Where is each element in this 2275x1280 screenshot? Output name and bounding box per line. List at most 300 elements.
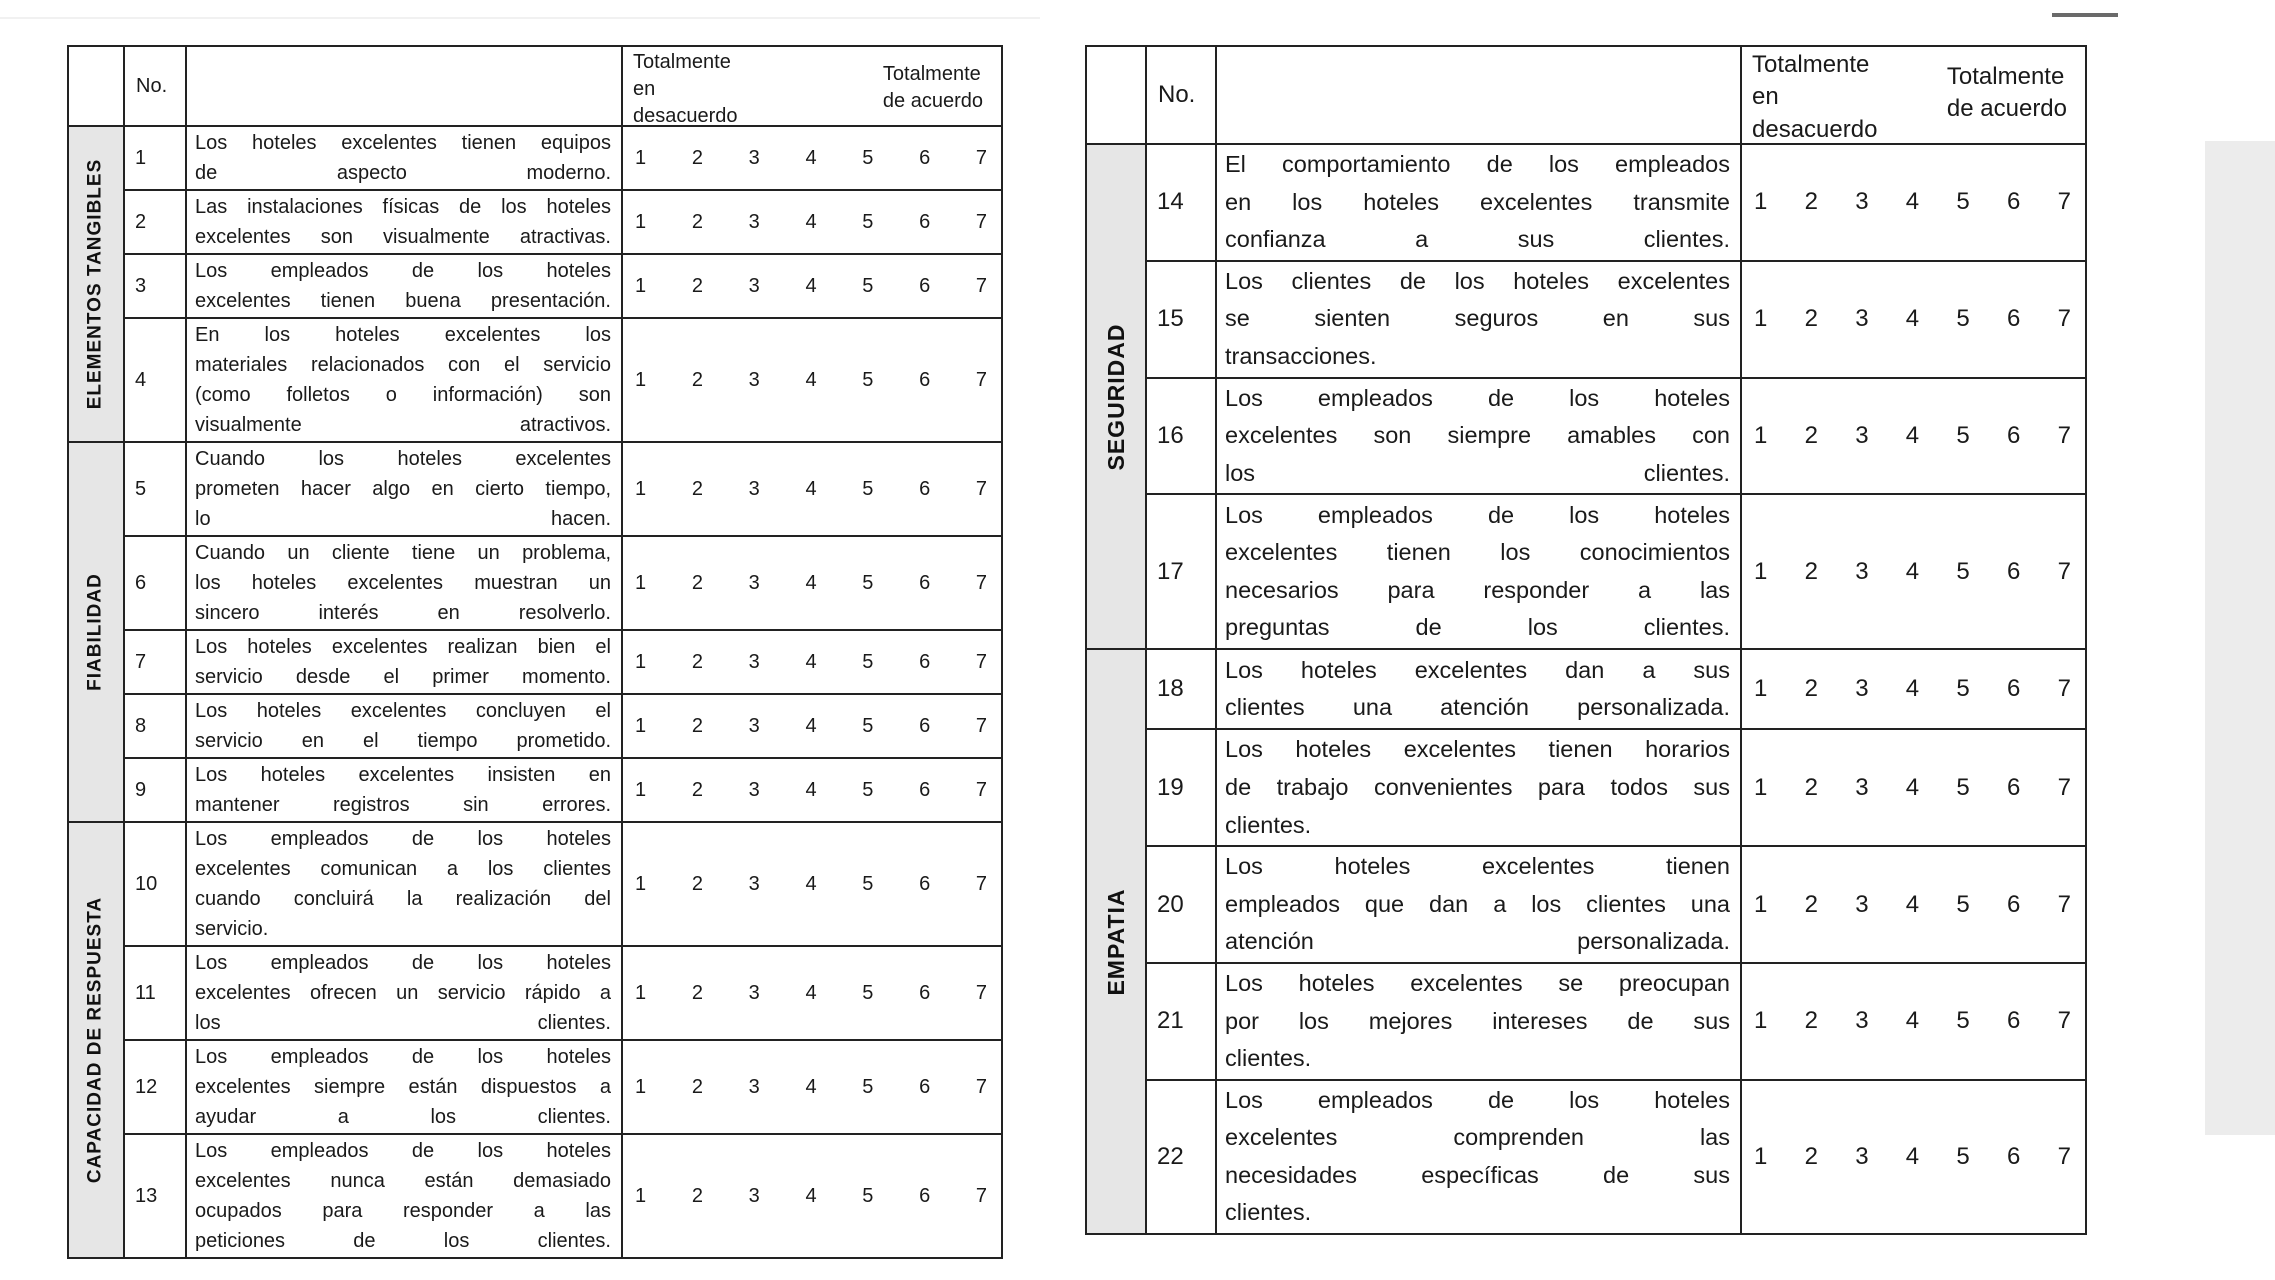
scale-option-5: 5 xyxy=(862,1184,874,1207)
scale-option-4: 4 xyxy=(805,274,817,297)
dimension-label: FIABILIDAD xyxy=(84,573,106,691)
likert-scale-cell xyxy=(622,442,1002,536)
scale-option-2: 2 xyxy=(691,650,703,673)
header-row xyxy=(68,46,1002,126)
scale-option-7: 7 xyxy=(975,146,987,169)
survey-table-left-body xyxy=(68,46,1002,1258)
scale-option-4: 4 xyxy=(805,872,817,895)
scale-option-5: 5 xyxy=(862,368,874,391)
likert-scale xyxy=(1742,417,2085,455)
scale-option-4: 4 xyxy=(805,477,817,500)
scale-option-3: 3 xyxy=(748,650,760,673)
scale-option-7: 7 xyxy=(975,210,987,233)
item-statement-line: confianza a sus clientes. xyxy=(1225,226,1730,253)
scale-option-3: 3 xyxy=(748,778,760,801)
item-statement-line: los clientes. xyxy=(195,1012,611,1034)
scale-option-4: 4 xyxy=(1905,188,1920,216)
item-statement xyxy=(186,758,622,822)
item-statement xyxy=(1216,1080,1741,1234)
number-header: No. xyxy=(124,46,186,126)
table-row xyxy=(68,254,1002,318)
scale-option-6: 6 xyxy=(919,274,931,297)
scale-option-4: 4 xyxy=(1905,675,1920,703)
scale-option-2: 2 xyxy=(691,274,703,297)
item-number: 6 xyxy=(124,536,186,630)
item-statement-line: Los hoteles excelentes realizan bien el xyxy=(195,636,611,658)
scale-option-5: 5 xyxy=(1956,557,1970,585)
item-statement-line: excelentes comunican a los clientes xyxy=(195,858,611,880)
item-statement-line: materiales relacionados con el servicio xyxy=(195,354,611,376)
scale-option-5: 5 xyxy=(862,274,874,297)
scale-option-4: 4 xyxy=(805,210,817,233)
likert-scale xyxy=(1742,1138,2085,1176)
scale-left-anchor-line: desacuerdo xyxy=(633,105,738,127)
item-statement-line: servicio desde el primer momento. xyxy=(195,666,611,688)
scale-option-7: 7 xyxy=(2057,557,2071,585)
scale-option-4: 4 xyxy=(805,368,817,391)
table-row xyxy=(68,536,1002,630)
scale-option-5: 5 xyxy=(1956,773,1970,801)
item-statement-line: los hoteles excelentes muestran un xyxy=(195,572,611,594)
item-statement xyxy=(1216,963,1741,1080)
likert-scale xyxy=(623,869,1001,899)
likert-scale-cell xyxy=(622,190,1002,254)
scale-option-5: 5 xyxy=(862,650,874,673)
scale-option-7: 7 xyxy=(975,1075,987,1098)
survey-table-right-body xyxy=(1086,46,2086,1234)
scale-option-4: 4 xyxy=(1905,557,1920,585)
scale-left-anchor-line: Totalmente xyxy=(633,51,731,73)
likert-scale xyxy=(1742,886,2085,924)
likert-scale-cell xyxy=(622,758,1002,822)
scale-option-7: 7 xyxy=(975,778,987,801)
scale-option-5: 5 xyxy=(1956,675,1970,703)
scale-option-5: 5 xyxy=(862,571,874,594)
item-statement xyxy=(186,946,622,1040)
item-number: 19 xyxy=(1146,729,1216,846)
scale-option-7: 7 xyxy=(2057,675,2071,703)
top-divider-line xyxy=(0,17,1040,19)
scale-option-5: 5 xyxy=(862,1075,874,1098)
item-statement-line: clientes. xyxy=(1225,811,1312,838)
scale-option-2: 2 xyxy=(691,477,703,500)
item-statement-line: excelentes tienen buena presentación. xyxy=(195,290,611,312)
item-statement-line: Los empleados de los hoteles xyxy=(1225,1086,1730,1113)
item-statement-line: Los empleados de los hoteles xyxy=(195,1140,611,1162)
item-statement-line: excelentes tienen los conocimientos xyxy=(1225,539,1730,566)
scale-option-6: 6 xyxy=(919,1075,931,1098)
scale-right-anchor xyxy=(1947,61,2067,126)
item-statement-line: necesarios para responder a las xyxy=(1225,576,1730,603)
scale-option-7: 7 xyxy=(975,981,987,1004)
statement-header-cell xyxy=(186,46,622,126)
scale-option-7: 7 xyxy=(2057,188,2071,216)
likert-scale-cell xyxy=(1741,378,2086,495)
likert-scale-cell xyxy=(1741,261,2086,378)
likert-scale xyxy=(623,474,1001,504)
scale-option-7: 7 xyxy=(975,477,987,500)
scale-option-5: 5 xyxy=(862,477,874,500)
scale-option-3: 3 xyxy=(748,714,760,737)
item-statement-line: Los hoteles excelentes tienen xyxy=(1225,853,1730,880)
scale-option-2: 2 xyxy=(1804,1142,1818,1170)
likert-scale-cell xyxy=(1741,729,2086,846)
table-row xyxy=(1086,144,2086,261)
scale-option-6: 6 xyxy=(919,477,931,500)
likert-scale-cell xyxy=(1741,846,2086,963)
scale-option-4: 4 xyxy=(805,981,817,1004)
scale-option-6: 6 xyxy=(919,146,931,169)
item-number: 15 xyxy=(1146,261,1216,378)
item-statement-line: excelentes son siempre amables con xyxy=(1225,422,1730,449)
item-statement-line: Los empleados de los hoteles xyxy=(1225,501,1730,528)
scale-option-2: 2 xyxy=(691,146,703,169)
item-statement-line: de aspecto moderno. xyxy=(195,162,611,184)
scale-option-5: 5 xyxy=(862,210,874,233)
likert-scale xyxy=(623,365,1001,395)
scale-option-7: 7 xyxy=(2057,1142,2071,1170)
scale-right-anchor-line: Totalmente xyxy=(1946,63,2065,90)
item-statement-line: peticiones de los clientes. xyxy=(195,1230,611,1252)
item-statement-line: Los hoteles excelentes insisten en xyxy=(195,764,611,786)
scale-option-6: 6 xyxy=(2006,305,2021,333)
scale-option-4: 4 xyxy=(805,146,817,169)
item-statement-line: excelentes son visualmente atractivas. xyxy=(195,226,611,248)
item-statement xyxy=(186,822,622,946)
item-number: 9 xyxy=(124,758,186,822)
scale-option-6: 6 xyxy=(919,1184,931,1207)
scale-option-4: 4 xyxy=(1905,773,1920,801)
item-statement xyxy=(1216,846,1741,963)
scale-option-2: 2 xyxy=(691,1184,703,1207)
scale-right-anchor-line: de acuerdo xyxy=(1946,95,2067,123)
item-statement xyxy=(186,318,622,442)
table-row xyxy=(68,190,1002,254)
scale-option-3: 3 xyxy=(1855,557,1869,585)
dimension-label-cell xyxy=(1086,144,1146,649)
item-statement-line: Los empleados de los hoteles xyxy=(1225,384,1730,411)
item-statement xyxy=(1216,494,1741,649)
item-statement xyxy=(1216,261,1741,378)
likert-scale xyxy=(623,647,1001,677)
item-statement-line: ayudar a los clientes. xyxy=(195,1106,611,1128)
item-statement-line: Los empleados de los hoteles xyxy=(195,260,611,282)
scale-header xyxy=(1741,46,2086,144)
item-statement-line: visualmente atractivos. xyxy=(195,414,611,436)
item-statement-line: en los hoteles excelentes transmite xyxy=(1225,188,1730,215)
scale-right-anchor-line: Totalmente xyxy=(882,63,981,85)
scale-option-5: 5 xyxy=(862,714,874,737)
item-statement-line: clientes. xyxy=(1225,1045,1312,1072)
likert-scale xyxy=(1742,1002,2085,1040)
item-statement-line: Los hoteles excelentes tienen equipos xyxy=(195,132,611,154)
likert-scale xyxy=(623,711,1001,741)
likert-scale xyxy=(1742,769,2085,807)
item-statement xyxy=(1216,649,1741,729)
scale-option-4: 4 xyxy=(805,1184,817,1207)
top-right-dash xyxy=(2052,13,2118,17)
likert-scale-cell xyxy=(622,536,1002,630)
item-number: 3 xyxy=(124,254,186,318)
scale-option-4: 4 xyxy=(1905,305,1920,333)
item-statement-line: lo hacen. xyxy=(195,508,611,530)
item-statement xyxy=(186,1040,622,1134)
scale-option-3: 3 xyxy=(748,1075,760,1098)
item-statement xyxy=(1216,378,1741,495)
item-statement-line: los clientes. xyxy=(1225,459,1730,486)
scale-option-1: 1 xyxy=(635,146,647,169)
scale-option-1: 1 xyxy=(1754,890,1768,918)
likert-scale-cell xyxy=(622,946,1002,1040)
scale-option-4: 4 xyxy=(805,650,817,673)
likert-scale xyxy=(623,207,1001,237)
item-statement-line: de trabajo convenientes para todos sus xyxy=(1225,773,1730,800)
likert-scale-cell xyxy=(622,630,1002,694)
item-statement-line: cuando concluirá la realización del xyxy=(195,888,611,910)
scale-option-3: 3 xyxy=(1855,188,1869,216)
scale-option-1: 1 xyxy=(1754,773,1768,801)
scale-option-7: 7 xyxy=(975,872,987,895)
scale-option-4: 4 xyxy=(1905,1007,1920,1035)
scale-option-6: 6 xyxy=(2006,422,2021,449)
table-row xyxy=(1086,1080,2086,1234)
item-statement-line: empleados que dan a los clientes una xyxy=(1225,890,1730,917)
item-number: 18 xyxy=(1146,649,1216,729)
scale-option-1: 1 xyxy=(635,872,647,895)
scale-option-7: 7 xyxy=(975,571,987,594)
likert-scale-cell xyxy=(1741,144,2086,261)
scale-option-6: 6 xyxy=(2006,773,2021,801)
likert-scale-cell xyxy=(622,126,1002,190)
scale-option-3: 3 xyxy=(748,981,760,1004)
scale-option-7: 7 xyxy=(2057,1007,2071,1035)
likert-scale xyxy=(623,978,1001,1008)
dimension-header-cell xyxy=(68,46,124,126)
scale-option-1: 1 xyxy=(635,210,647,233)
scale-option-5: 5 xyxy=(862,146,874,169)
likert-scale xyxy=(1742,670,2085,708)
item-statement-line: Los clientes de los hoteles excelentes xyxy=(1225,267,1730,294)
scale-option-4: 4 xyxy=(805,571,817,594)
scale-option-5: 5 xyxy=(1956,1142,1970,1170)
item-statement-line: En los hoteles excelentes los xyxy=(195,324,611,346)
scale-option-3: 3 xyxy=(748,210,760,233)
scale-option-4: 4 xyxy=(805,778,817,801)
scale-option-2: 2 xyxy=(691,1075,703,1098)
scale-option-3: 3 xyxy=(748,571,760,594)
item-statement-line: transacciones. xyxy=(1225,342,1377,369)
item-statement-line: clientes una atención personalizada. xyxy=(1225,694,1730,721)
scale-option-3: 3 xyxy=(1855,1142,1869,1170)
scale-option-3: 3 xyxy=(1855,422,1869,449)
scale-option-6: 6 xyxy=(919,368,931,391)
scale-option-2: 2 xyxy=(1804,305,1818,333)
scale-option-5: 5 xyxy=(1956,422,1970,449)
scale-option-6: 6 xyxy=(2006,188,2021,216)
item-number: 8 xyxy=(124,694,186,758)
scale-option-1: 1 xyxy=(635,368,647,391)
table-row xyxy=(68,1134,1002,1258)
scale-option-4: 4 xyxy=(805,714,817,737)
scale-option-1: 1 xyxy=(635,778,647,801)
item-statement xyxy=(186,536,622,630)
table-row xyxy=(1086,846,2086,963)
item-statement-line: Los hoteles excelentes dan a sus xyxy=(1225,656,1730,683)
scale-option-7: 7 xyxy=(975,274,987,297)
item-statement-line: Cuando los hoteles excelentes xyxy=(195,448,611,470)
scale-option-2: 2 xyxy=(691,714,703,737)
scale-option-1: 1 xyxy=(635,1075,647,1098)
survey-table-left xyxy=(67,45,1003,1259)
dimension-label: EMPATIA xyxy=(1102,888,1129,996)
scale-option-1: 1 xyxy=(1754,188,1768,216)
table-row xyxy=(68,822,1002,946)
item-statement-line: servicio. xyxy=(195,918,269,940)
scale-left-anchor-line: Totalmente xyxy=(1752,51,1870,78)
likert-scale xyxy=(1742,300,2085,338)
likert-scale-cell xyxy=(622,254,1002,318)
table-row xyxy=(68,126,1002,190)
item-statement-line: servicio en el tiempo prometido. xyxy=(195,730,611,752)
scale-option-3: 3 xyxy=(748,1184,760,1207)
item-number: 11 xyxy=(124,946,186,1040)
likert-scale-cell xyxy=(1741,1080,2086,1234)
item-statement xyxy=(186,442,622,536)
scale-option-1: 1 xyxy=(1754,675,1768,703)
scale-option-7: 7 xyxy=(2057,890,2071,918)
item-statement-line: sincero interés en resolverlo. xyxy=(195,602,611,624)
item-number: 10 xyxy=(124,822,186,946)
scale-option-2: 2 xyxy=(1804,773,1818,801)
likert-scale xyxy=(623,271,1001,301)
number-header: No. xyxy=(1146,46,1216,144)
item-statement-line: necesidades específicas de sus xyxy=(1225,1161,1730,1188)
scale-left-anchor-line: en xyxy=(633,78,656,100)
table-row xyxy=(68,630,1002,694)
scale-option-6: 6 xyxy=(2006,1142,2021,1170)
scale-option-5: 5 xyxy=(862,981,874,1004)
scale-option-2: 2 xyxy=(691,210,703,233)
scale-left-anchor-line: desacuerdo xyxy=(1752,115,1878,143)
table-row xyxy=(1086,729,2086,846)
table-row xyxy=(1086,261,2086,378)
table-row xyxy=(1086,378,2086,495)
scale-option-6: 6 xyxy=(2006,1007,2021,1035)
item-statement-line: excelentes ofrecen un servicio rápido a xyxy=(195,982,611,1004)
scale-left-anchor-line: en xyxy=(1752,83,1779,111)
scale-right-anchor xyxy=(883,61,983,115)
scale-option-6: 6 xyxy=(919,714,931,737)
item-statement-line: Los hoteles excelentes tienen horarios xyxy=(1225,736,1730,763)
scale-option-6: 6 xyxy=(2006,557,2021,585)
dimension-label-cell xyxy=(68,442,124,822)
scale-option-7: 7 xyxy=(2057,305,2071,333)
item-number: 17 xyxy=(1146,494,1216,649)
item-statement-line: excelentes comprenden las xyxy=(1225,1124,1730,1151)
table-row xyxy=(68,946,1002,1040)
scale-option-1: 1 xyxy=(635,714,647,737)
scale-option-5: 5 xyxy=(862,872,874,895)
scale-option-2: 2 xyxy=(691,571,703,594)
scale-option-1: 1 xyxy=(635,571,647,594)
item-number: 22 xyxy=(1146,1080,1216,1234)
item-statement xyxy=(186,694,622,758)
survey-table-right xyxy=(1085,45,2087,1235)
scale-option-4: 4 xyxy=(1905,890,1920,918)
scale-option-5: 5 xyxy=(1956,1007,1970,1035)
item-statement-line: Los empleados de los hoteles xyxy=(195,828,611,850)
table-row xyxy=(68,1040,1002,1134)
likert-scale-cell xyxy=(622,318,1002,442)
likert-scale xyxy=(623,143,1001,173)
table-row xyxy=(68,758,1002,822)
item-statement-line: mantener registros sin errores. xyxy=(195,794,611,816)
dimension-label-cell xyxy=(68,126,124,442)
item-statement xyxy=(1216,729,1741,846)
item-statement-line: ocupados para responder a las xyxy=(195,1200,611,1222)
scale-option-1: 1 xyxy=(635,477,647,500)
scale-option-7: 7 xyxy=(975,1184,987,1207)
dimension-label-cell xyxy=(68,822,124,1258)
header-row xyxy=(1086,46,2086,144)
likert-scale-cell xyxy=(1741,649,2086,729)
item-number: 20 xyxy=(1146,846,1216,963)
scale-option-2: 2 xyxy=(1804,422,1818,449)
item-number: 21 xyxy=(1146,963,1216,1080)
item-statement-line: preguntas de los clientes. xyxy=(1225,614,1730,641)
item-number: 5 xyxy=(124,442,186,536)
item-statement xyxy=(186,254,622,318)
scale-option-1: 1 xyxy=(635,1184,647,1207)
item-statement-line: Los hoteles excelentes se preocupan xyxy=(1225,969,1730,996)
likert-scale xyxy=(623,568,1001,598)
scale-option-1: 1 xyxy=(635,650,647,673)
item-number: 12 xyxy=(124,1040,186,1134)
scale-option-7: 7 xyxy=(975,714,987,737)
table-row xyxy=(1086,494,2086,649)
item-statement-line: (como folletos o información) son xyxy=(195,384,611,406)
scale-option-2: 2 xyxy=(1804,1007,1818,1035)
side-gray-panel xyxy=(2205,141,2275,1135)
table-row xyxy=(1086,963,2086,1080)
scale-option-5: 5 xyxy=(1956,188,1970,216)
dimension-label: SEGURIDAD xyxy=(1102,323,1129,471)
scale-option-4: 4 xyxy=(805,1075,817,1098)
scale-option-3: 3 xyxy=(1855,1007,1869,1035)
scale-option-2: 2 xyxy=(1804,890,1818,918)
scale-option-6: 6 xyxy=(919,872,931,895)
scale-option-3: 3 xyxy=(1855,890,1869,918)
dimension-label: ELEMENTOS TANGIBLES xyxy=(84,158,106,410)
statement-header-cell xyxy=(1216,46,1741,144)
scale-left-anchor xyxy=(633,49,738,130)
scale-option-3: 3 xyxy=(1855,773,1869,801)
item-statement xyxy=(186,630,622,694)
scale-option-3: 3 xyxy=(748,872,760,895)
scale-option-4: 4 xyxy=(1905,422,1920,449)
likert-scale-cell xyxy=(622,1040,1002,1134)
likert-scale-cell xyxy=(1741,494,2086,649)
scale-option-2: 2 xyxy=(691,368,703,391)
scale-option-1: 1 xyxy=(1754,305,1768,333)
scale-option-6: 6 xyxy=(2006,675,2021,703)
likert-scale xyxy=(623,1072,1001,1102)
item-statement-line: Los hoteles excelentes concluyen el xyxy=(195,700,611,722)
item-statement-line: excelentes nunca están demasiado xyxy=(195,1170,611,1192)
scale-option-7: 7 xyxy=(2057,422,2071,449)
scale-option-2: 2 xyxy=(691,981,703,1004)
likert-scale-cell xyxy=(622,822,1002,946)
